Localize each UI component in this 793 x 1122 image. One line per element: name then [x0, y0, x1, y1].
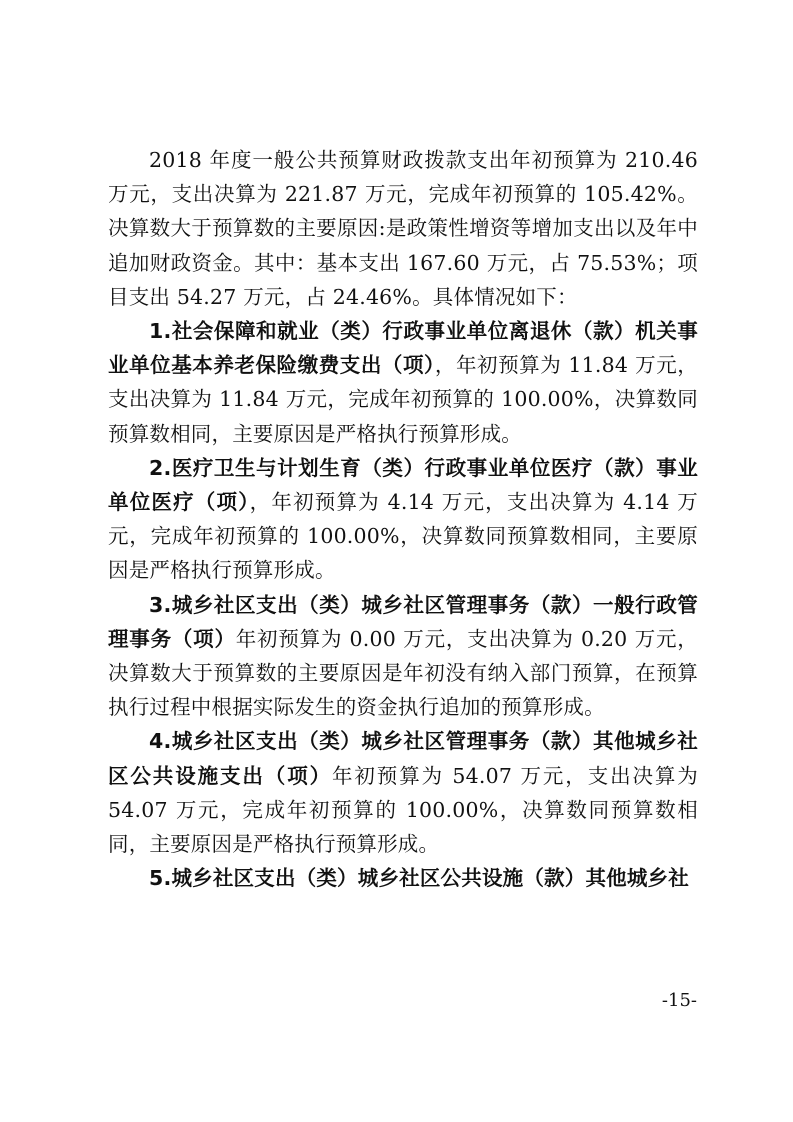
paragraph-heading: 4.城乡社区支出（类）城乡社区管理事务（款）其他城乡社区公共设施支出（项） — [108, 729, 698, 788]
body-text — [108, 143, 698, 895]
paragraph-item-2 — [108, 451, 698, 588]
paragraph-text: 年初预算为 54.07 万元，支出决算为 54.07 万元，完成年初预算的 100.00%，决算数同预算数相同，主要原因是严格执行预算形成。 — [108, 763, 698, 857]
paragraph-text: ，年初预算为 4.14 万元，支出决算为 4.14 万元，完成年初预算的 100.00%，决算数同预算数相同，主要原因是严格执行预算形成。 — [108, 490, 698, 583]
paragraph-text: 年初预算为 0.00 万元，支出决算为 0.20 万元，决算数大于预算数的主要原因是年初没有纳入部门预算，在预算执行过程中根据实际发生的资金执行追加的预算形成。 — [108, 626, 698, 720]
page-number: -15- — [661, 990, 697, 1011]
paragraph-heading: 5.城乡社区支出（类）城乡社区公共设施（款）其他城乡社 — [149, 866, 689, 891]
paragraph-heading: 1.社会保障和就业（类）行政事业单位离退休（款）机关事业单位基本养老保险缴费支出（项） — [108, 319, 698, 378]
paragraph-item-3 — [108, 588, 698, 725]
paragraph-heading: 3.城乡社区支出（类）城乡社区管理事务（款）一般行政管理事务（项） — [108, 592, 698, 651]
paragraph-item-1 — [108, 314, 698, 451]
paragraph-item-5 — [108, 861, 698, 895]
paragraph-summary — [108, 143, 698, 314]
paragraph-item-4 — [108, 724, 698, 861]
paragraph-text: 2018 年度一般公共预算财政拨款支出年初预算为 210.46 万元，支出决算为 221.87 万元，完成年初预算的 105.42%。决算数大于预算数的主要原因:是政策性增资等增加支出以及年中追加财政资金。其中：基本支出 167.60 万元，占 75.53%；项目支出 54.27 万元，占 24.46%。具体情况如下： — [108, 148, 698, 309]
paragraph-text: ，年初预算为 11.84 万元，支出决算为 11.84 万元，完成年初预算的 100.00%，决算数同预算数相同，主要原因是严格执行预算形成。 — [108, 353, 698, 446]
paragraph-heading: 2.医疗卫生与计划生育（类）行政事业单位医疗（款）事业单位医疗（项） — [108, 455, 698, 515]
